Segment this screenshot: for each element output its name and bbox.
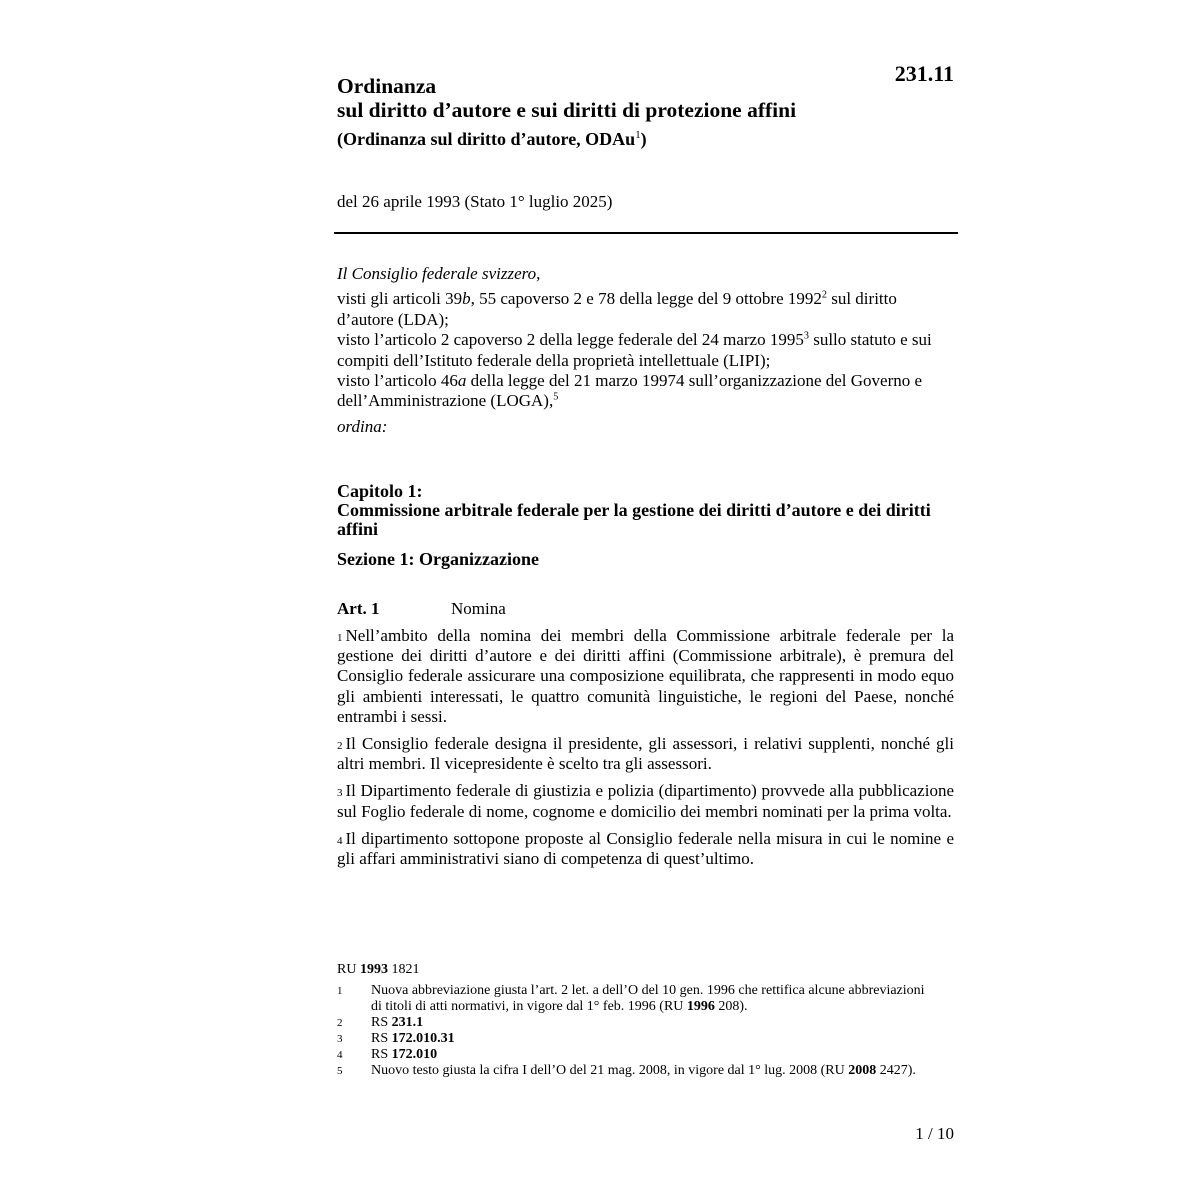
footnote-text xyxy=(371,1015,937,1031)
paragraph-number: 3 xyxy=(337,787,343,800)
footnote-item xyxy=(337,1047,937,1063)
footnote-ref-2[interactable]: 2 xyxy=(821,289,827,301)
page-indicator: 1 / 10 xyxy=(915,1124,954,1143)
clause-3-italic: a xyxy=(457,371,467,391)
clause-2-text-a: visto l’articolo 2 capoverso 2 della legge federale del 24 marzo 1995 xyxy=(337,330,804,350)
footnote-number: 3 xyxy=(337,1033,343,1045)
footnote-text-bold: 1996 xyxy=(686,999,715,1014)
header-divider xyxy=(334,232,958,234)
sr-number: 231.11 xyxy=(894,61,954,86)
preamble xyxy=(337,264,954,437)
official-compilation-ref xyxy=(337,962,419,978)
footnote-number: 2 xyxy=(337,1017,343,1029)
article-body xyxy=(337,626,954,876)
preamble-ordina xyxy=(337,417,954,437)
footnote-number: 5 xyxy=(337,1065,343,1077)
footnote-ref-1[interactable]: 1 xyxy=(635,129,641,141)
ordina-text: ordina: xyxy=(337,416,388,436)
article-number: Art. 1 xyxy=(337,599,380,618)
clause-1-text-a: visti gli articoli 39 xyxy=(337,289,463,309)
footnote-text-bold[interactable]: 231.1 xyxy=(391,1015,424,1030)
article-paragraph xyxy=(337,734,954,774)
footnote-text xyxy=(371,1031,937,1047)
paragraph-text: Il dipartimento sottopone proposte al Consiglio federale nella misura in cui le nomine e gli affari amministrativi siano di competenza di quest’ultimo. xyxy=(337,828,954,869)
clause-3-text-b: della legge del 21 marzo 19974 sull’organizzazione del Governo e dell’Amministrazione (LOGA), xyxy=(337,371,923,411)
title-line-1: Ordinanza xyxy=(337,74,437,98)
footnote-text-a: RS xyxy=(371,1031,392,1046)
chapter-number: Capitolo 1: xyxy=(337,481,423,501)
article-paragraph xyxy=(337,781,954,821)
document-subtitle xyxy=(337,129,647,150)
footnote-item xyxy=(337,1015,937,1031)
ru-prefix: RU xyxy=(337,962,360,977)
footnote-text-c: 2427). xyxy=(876,1063,916,1078)
preamble-clause-2 xyxy=(337,330,954,371)
article-paragraph xyxy=(337,829,954,869)
clause-1-text-c: sul diritto d’autore (LDA); xyxy=(337,289,897,329)
footnote-text-bold: 2008 xyxy=(848,1063,877,1078)
paragraph-text: Il Dipartimento federale di giustizia e polizia (dipartimento) provvede alla pubblicazione sul Foglio federale di nome, cognome e domicilio dei membri nominati per la prima volta. xyxy=(337,781,954,821)
clause-1-italic: b xyxy=(462,289,471,309)
footnote-text-bold[interactable]: 172.010 xyxy=(391,1047,438,1062)
preamble-intro xyxy=(337,264,954,284)
clause-3-text-a: visto l’articolo 46 xyxy=(337,371,458,391)
title-line-2: sul diritto d’autore e sui diritti di protezione affini xyxy=(337,98,797,122)
document-date: del 26 aprile 1993 (Stato 1° luglio 2025) xyxy=(337,192,613,211)
footnote-text-a: RS xyxy=(371,1047,392,1062)
article-paragraph xyxy=(337,626,954,727)
footnote-text-c: 208). xyxy=(714,999,748,1014)
clause-2-text-b: sullo statuto e sui compiti dell’Istituto federale della proprietà intellettuale (LIPI); xyxy=(337,330,932,370)
footnote-text-bold[interactable]: 172.010.31 xyxy=(391,1031,455,1046)
document-title xyxy=(337,74,796,122)
footnote-text-a: RS xyxy=(371,1015,392,1030)
preamble-clause-3 xyxy=(337,371,954,412)
subtitle-text: (Ordinanza sul diritto d’autore, ODAu xyxy=(337,129,636,149)
footnotes xyxy=(337,983,937,1079)
paragraph-number: 1 xyxy=(337,632,343,644)
footnote-item xyxy=(337,983,937,1015)
preamble-intro-text: Il Consiglio federale svizzero, xyxy=(337,264,541,283)
footnote-ref-3[interactable]: 3 xyxy=(803,330,809,342)
section-heading: Sezione 1: Organizzazione xyxy=(337,549,539,569)
ru-year: 1993 xyxy=(359,962,388,977)
chapter-title: Commissione arbitrale federale per la gestione dei diritti d’autore e dei diritti affini xyxy=(337,500,931,539)
footnote-text xyxy=(371,983,937,1015)
chapter-heading xyxy=(337,482,957,539)
paragraph-number: 2 xyxy=(337,740,343,753)
footnote-ref-5[interactable]: 5 xyxy=(553,391,559,403)
paragraph-text: Nell’ambito della nomina dei membri della Commissione arbitrale federale per la gestione dei diritti d’autore e dei diritti affini (Commissione arbitrale), è premura del Consiglio federale assicurare una composizione equilibrata, che rappresenti in modo equo gli ambienti interessati, le quattro comunità linguistiche, le regioni del Paese, nonché entrambi i sessi. xyxy=(337,626,954,726)
footnote-text xyxy=(371,1063,937,1079)
paragraph-number: 4 xyxy=(337,834,343,847)
article-title: Nomina xyxy=(451,599,506,618)
footnote-number: 4 xyxy=(337,1049,343,1061)
footnote-item xyxy=(337,1031,937,1047)
footnote-text xyxy=(371,1047,937,1063)
footnote-text-a: Nuova abbreviazione giusta l’art. 2 let. a dell’O del 10 gen. 1996 che rettifica alcune abbreviazioni di titoli di atti normativi, in vigore dal 1° feb. 1996 (RU xyxy=(371,983,925,1014)
footnote-text-a: Nuovo testo giusta la cifra I dell’O del 21 mag. 2008, in vigore dal 1° lug. 2008 (RU xyxy=(371,1063,849,1078)
footnote-item xyxy=(337,1063,937,1079)
subtitle-close: ) xyxy=(640,129,647,149)
preamble-clause-1 xyxy=(337,289,954,330)
clause-1-text-b: , 55 capoverso 2 e 78 della legge del 9 ottobre 1992 xyxy=(470,289,822,309)
ru-page: 1821 xyxy=(387,962,420,977)
paragraph-text: Il Consiglio federale designa il presidente, gli assessori, i relativi supplenti, nonché gli altri membri. Il vicepresidente è scelto tra gli assessori. xyxy=(337,734,954,774)
footnote-number: 1 xyxy=(337,985,343,997)
